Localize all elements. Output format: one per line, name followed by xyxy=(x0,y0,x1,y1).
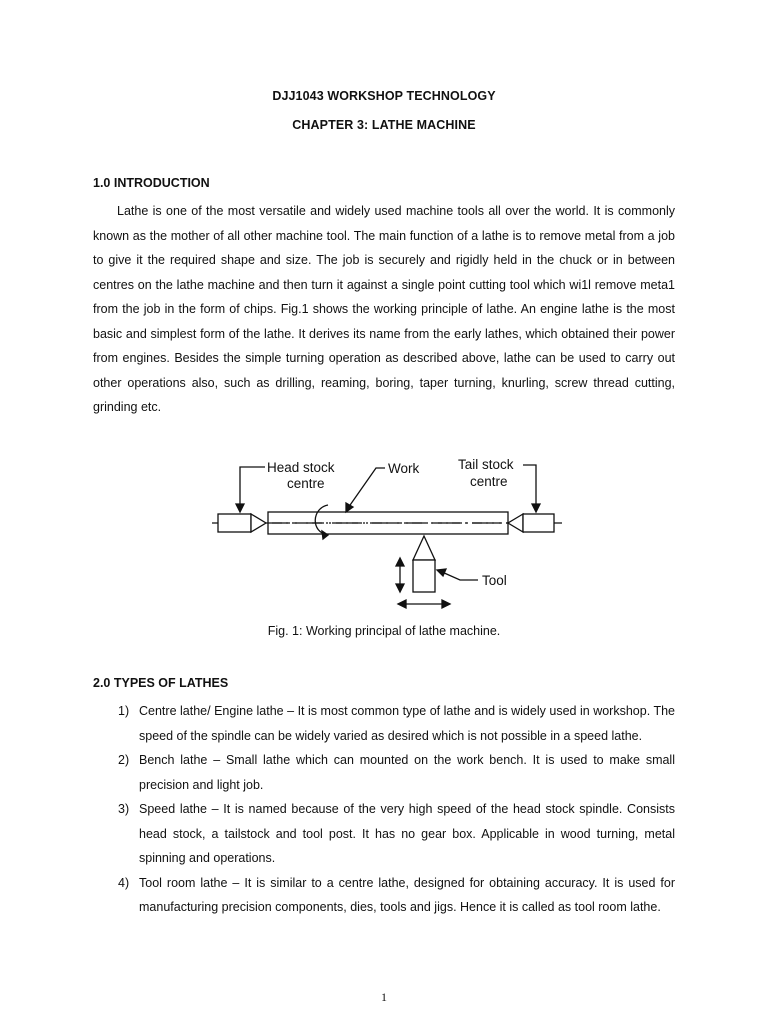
head-stock-leader xyxy=(240,467,265,506)
list-item xyxy=(118,871,675,920)
label-work: Work xyxy=(388,461,420,476)
tail-stock-leader xyxy=(523,465,536,506)
label-tail-stock-line1: Tail stock xyxy=(458,457,514,472)
list-item xyxy=(118,699,675,748)
list-item-number: 4) xyxy=(118,875,130,890)
section-heading-introduction: 1.0 INTRODUCTION xyxy=(93,176,210,190)
list-item xyxy=(118,797,675,871)
label-head-stock-line1: Head stock xyxy=(267,460,335,475)
lathe-types-list xyxy=(118,699,675,920)
list-item-text: Speed lathe – It is named because of the very high speed of the head stock spindle. Consists head stock, a tailstock and tool post. It has no gear box. Applicable in wood turning, metal spinning and operations. xyxy=(139,802,675,865)
label-tail-stock-line2: centre xyxy=(470,474,508,489)
section-heading-types: 2.0 TYPES OF LATHES xyxy=(93,676,229,690)
head-stock-centre-body xyxy=(218,514,251,532)
list-item-text: Tool room lathe – It is similar to a centre lathe, designed for obtaining accuracy. It is used for manufacturing precision components, dies, tools and jigs. Hence it is called as tool room lathe. xyxy=(139,875,675,914)
label-tool: Tool xyxy=(482,573,507,588)
list-item xyxy=(118,748,675,797)
cutting-tool-body xyxy=(413,560,435,592)
introduction-text: Lathe is one of the most versatile and widely used machine tools all over the world. It is commonly known as the mother of all other machine tool. The main function of a lathe is to remove metal from a job to give it the required shape and size. The job is securely and rigidly held in the chuck or in between centres on the lathe machine and then turn it against a single point cutting tool which wi1l remove meta1 from the job in the form of chips. Fig.1 shows the working principle of lathe. An engine lathe is the most basic and simplest form of the lathe. It derives its name from the early lathes, which obtained their power from engines. Besides the simple turning operation as described above, lathe can be used to carry out other operations also, such as drilling, reaming, boring, taper turning, knurling, screw thread cutting, grinding etc. xyxy=(93,204,675,414)
list-item-number: 2) xyxy=(118,753,130,767)
work-leader xyxy=(348,468,385,508)
list-item-number: 3) xyxy=(118,802,130,816)
introduction-paragraph xyxy=(93,199,675,420)
tool-leader xyxy=(442,572,478,580)
list-item-text: Bench lathe – Small lathe which can mounted on the work bench. It is used to make small precision and light job. xyxy=(139,753,675,792)
page-number: 1 xyxy=(381,990,387,1004)
chapter-title: CHAPTER 3: LATHE MACHINE xyxy=(292,118,476,132)
list-item-number: 1) xyxy=(118,704,130,718)
lathe-working-principle-diagram xyxy=(210,452,570,617)
tail-stock-centre-body xyxy=(523,514,554,532)
cutting-tool-tip xyxy=(413,536,435,560)
list-item-text: Centre lathe/ Engine lathe – It is most common type of lathe and is widely used in workshop. The speed of the spindle can be widely varied as desired which is not possible in a speed lathe. xyxy=(139,704,675,743)
figure-caption: Fig. 1: Working principal of lathe machine. xyxy=(267,624,501,638)
course-title: DJJ1043 WORKSHOP TECHNOLOGY xyxy=(272,89,496,103)
head-stock-centre-point xyxy=(251,514,266,532)
tail-stock-centre-point xyxy=(508,514,523,532)
rotation-arrow-head xyxy=(322,531,328,539)
label-head-stock-line2: centre xyxy=(287,476,325,491)
